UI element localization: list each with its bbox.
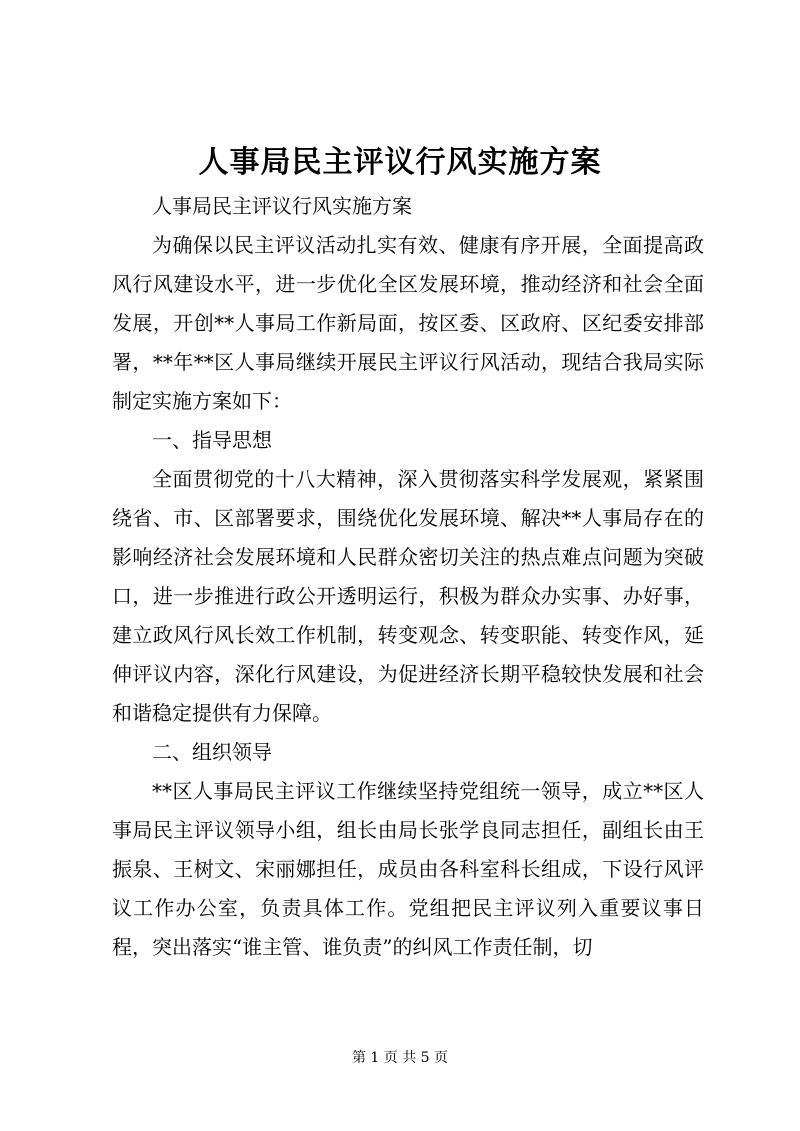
document-title: 人事局民主评议行风实施方案 (198, 145, 602, 180)
page-number-footer: 第 1 页 共 5 页 (351, 1050, 449, 1066)
document-body (112, 187, 704, 967)
paragraph-subtitle: 人事局民主评议行风实施方案 (152, 194, 412, 218)
paragraph-organization: **区人事局民主评议工作继续坚持党组统一领导，成立**区人事局民主评议领导小组，组长由局长张学良同志担任，副组长由王振泉、王树文、宋丽娜担任，成员由各科室科长组成，下设行风评议工作办公室，负责具体工作。党组把民主评议列入重要议事日程，突出落实“谁主管、谁负责”的纠风工作责任制，切 (112, 779, 704, 959)
section-heading-guiding-thought: 一、指导思想 (152, 428, 272, 452)
section-heading-organization: 二、组织领导 (152, 740, 272, 764)
paragraph-intro: 为确保以民主评议活动扎实有效、健康有序开展，全面提高政风行风建设水平，进一步优化全区发展环境，推动经济和社会全面发展，开创**人事局工作新局面，按区委、区政府、区纪委安排部署，**年**区人事局继续开展民主评议行风活动，现结合我局实际制定实施方案如下： (112, 233, 704, 413)
paragraph-guiding-thought: 全面贯彻党的十八大精神，深入贯彻落实科学发展观，紧紧围绕省、市、区部署要求，围绕优化发展环境、解决**人事局存在的影响经济社会发展环境和人民群众密切关注的热点难点问题为突破口，进一步推进行政公开透明运行，积极为群众办实事、办好事，建立政风行风长效工作机制，转变观念、转变职能、转变作风，延伸评议内容，深化行风建设，为促进经济长期平稳较快发展和社会和谐稳定提供有力保障。 (112, 467, 704, 725)
